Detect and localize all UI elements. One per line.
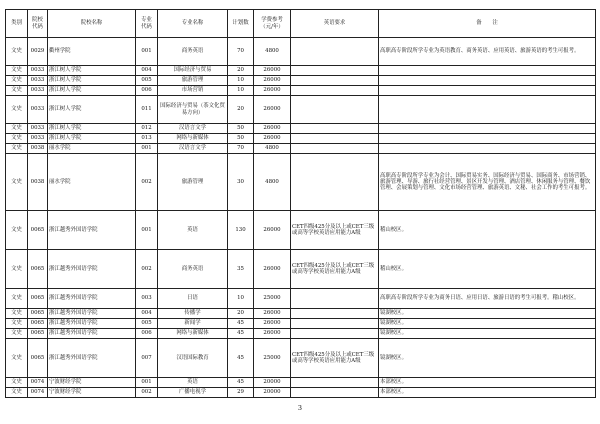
cell-major-code: 002 <box>136 388 158 398</box>
cell-notes <box>379 96 596 124</box>
cell-category: 文史 <box>6 96 28 124</box>
cell-notes: 本部校区。 <box>379 388 596 398</box>
cell-notes: 本部校区。 <box>379 378 596 388</box>
cell-school-name: 浙江越秀外国语学院 <box>48 309 136 319</box>
header-major-name: 专业名称 <box>158 10 228 38</box>
cell-fee: 26000 <box>254 329 291 339</box>
cell-plan: 45 <box>228 378 254 388</box>
cell-school-name: 浙江树人学院 <box>48 86 136 96</box>
cell-category: 文史 <box>6 388 28 398</box>
cell-notes <box>379 86 596 96</box>
table-row <box>6 319 596 329</box>
cell-category: 文史 <box>6 86 28 96</box>
table-row <box>6 329 596 339</box>
cell-fee: 20000 <box>254 378 291 388</box>
cell-school-code: 0033 <box>28 96 48 124</box>
cell-english-req: CET四级425分及以上或CET三级或高等学校英语应用能力A级 <box>291 339 379 378</box>
cell-notes: 稽山校区。 <box>379 211 596 250</box>
cell-plan: 70 <box>228 38 254 66</box>
cell-major-name: 国际经济与贸易 <box>158 66 228 76</box>
cell-major-name: 旅游管理 <box>158 76 228 86</box>
cell-major-name: 汉语国际教育 <box>158 339 228 378</box>
cell-plan: 45 <box>228 319 254 329</box>
table-row <box>6 339 596 378</box>
table-row <box>6 124 596 134</box>
cell-major-code: 005 <box>136 319 158 329</box>
header-school-name: 院校名称 <box>48 10 136 38</box>
cell-school-name: 宁波财经学院 <box>48 378 136 388</box>
header-school-code: 院校 代码 <box>28 10 48 38</box>
cell-school-name: 浙江越秀外国语学院 <box>48 329 136 339</box>
cell-school-code: 0065 <box>28 319 48 329</box>
cell-school-name: 浙江越秀外国语学院 <box>48 211 136 250</box>
cell-plan: 29 <box>228 388 254 398</box>
cell-major-code: 002 <box>136 250 158 289</box>
cell-major-code: 001 <box>136 38 158 66</box>
cell-major-code: 007 <box>136 339 158 378</box>
cell-school-code: 0065 <box>28 211 48 250</box>
cell-fee: 25000 <box>254 339 291 378</box>
cell-english-req <box>291 124 379 134</box>
cell-category: 文史 <box>6 211 28 250</box>
cell-major-name: 广播电视学 <box>158 388 228 398</box>
header-english-req: 英语要求 <box>291 10 379 38</box>
cell-fee: 26000 <box>254 96 291 124</box>
cell-plan: 50 <box>228 134 254 144</box>
cell-english-req <box>291 319 379 329</box>
cell-english-req <box>291 96 379 124</box>
cell-english-req: CET四级425分及以上或CET三级或高等学校英语应用能力A级 <box>291 250 379 289</box>
cell-english-req: CET四级425分及以上或CET三级或高等学校英语应用能力A级 <box>291 211 379 250</box>
cell-school-code: 0038 <box>28 154 48 211</box>
table-row <box>6 309 596 319</box>
cell-school-name: 浙江越秀外国语学院 <box>48 289 136 309</box>
cell-plan: 130 <box>228 211 254 250</box>
cell-english-req <box>291 38 379 66</box>
cell-major-code: 012 <box>136 124 158 134</box>
cell-school-code: 0033 <box>28 66 48 76</box>
cell-major-code: 006 <box>136 329 158 339</box>
cell-major-code: 013 <box>136 134 158 144</box>
cell-school-name: 浙江树人学院 <box>48 76 136 86</box>
cell-notes <box>379 76 596 86</box>
cell-school-name: 浙江树人学院 <box>48 96 136 124</box>
cell-fee: 26000 <box>254 250 291 289</box>
cell-category: 文史 <box>6 76 28 86</box>
header-category: 类别 <box>6 10 28 38</box>
table-row <box>6 211 596 250</box>
cell-major-name: 汉语言文学 <box>158 124 228 134</box>
cell-fee: 26000 <box>254 211 291 250</box>
page-number: 3 <box>297 404 303 412</box>
cell-school-code: 0033 <box>28 86 48 96</box>
cell-english-req <box>291 144 379 154</box>
cell-category: 文史 <box>6 124 28 134</box>
cell-english-req <box>291 329 379 339</box>
cell-fee: 4800 <box>254 38 291 66</box>
cell-english-req <box>291 76 379 86</box>
cell-school-name: 浙江树人学院 <box>48 134 136 144</box>
cell-school-code: 0033 <box>28 76 48 86</box>
cell-notes: 高职高专阶段所学专业为商务日语、应用日语、旅游日语的考生可报考。稽山校区。 <box>379 289 596 309</box>
header-row <box>6 10 596 38</box>
cell-category: 文史 <box>6 134 28 144</box>
cell-plan: 45 <box>228 339 254 378</box>
cell-plan: 20 <box>228 96 254 124</box>
cell-school-code: 0074 <box>28 388 48 398</box>
cell-notes: 高职高专阶段所学专业为会计、国际贸易实务、国际经济与贸易、国际商务、市场营销、旅游管理、导游、旅行社经营管理、景区开发与管理、酒店管理、休闲服务与管理、餐饮管理、会展策划与管理、文化市场经营管理、旅游英语、文秘、社会工作的考生可报考。 <box>379 154 596 211</box>
cell-notes: 镜湖校区。 <box>379 339 596 378</box>
cell-school-code: 0074 <box>28 378 48 388</box>
cell-major-code: 005 <box>136 76 158 86</box>
cell-school-code: 0033 <box>28 124 48 134</box>
cell-english-req <box>291 66 379 76</box>
cell-school-name: 宁波财经学院 <box>48 388 136 398</box>
cell-school-name: 浙江越秀外国语学院 <box>48 250 136 289</box>
cell-major-name: 传播学 <box>158 309 228 319</box>
cell-school-name: 浙江越秀外国语学院 <box>48 339 136 378</box>
cell-fee: 20000 <box>254 388 291 398</box>
cell-major-name: 汉语言文学 <box>158 144 228 154</box>
table-row <box>6 250 596 289</box>
table-row <box>6 38 596 66</box>
table-row <box>6 144 596 154</box>
cell-school-code: 0065 <box>28 339 48 378</box>
cell-plan: 30 <box>228 154 254 211</box>
cell-plan: 10 <box>228 76 254 86</box>
cell-major-code: 001 <box>136 211 158 250</box>
cell-major-code: 003 <box>136 289 158 309</box>
cell-school-code: 0033 <box>28 134 48 144</box>
cell-fee: 26000 <box>254 309 291 319</box>
cell-english-req <box>291 289 379 309</box>
cell-category: 文史 <box>6 329 28 339</box>
cell-fee: 25000 <box>254 289 291 309</box>
header-fee: 学费参考 （元/年） <box>254 10 291 38</box>
cell-major-name: 新闻学 <box>158 319 228 329</box>
cell-fee: 4800 <box>254 144 291 154</box>
cell-fee: 26000 <box>254 319 291 329</box>
cell-english-req <box>291 134 379 144</box>
cell-category: 文史 <box>6 339 28 378</box>
cell-category: 文史 <box>6 66 28 76</box>
cell-major-name: 网络与新媒体 <box>158 134 228 144</box>
header-notes: 备 注 <box>379 10 596 38</box>
cell-category: 文史 <box>6 250 28 289</box>
cell-major-code: 001 <box>136 144 158 154</box>
table-row <box>6 86 596 96</box>
cell-category: 文史 <box>6 309 28 319</box>
cell-school-name: 浙江树人学院 <box>48 124 136 134</box>
cell-notes <box>379 124 596 134</box>
cell-notes: 镜湖校区。 <box>379 319 596 329</box>
table-row <box>6 96 596 124</box>
cell-school-name: 丽水学院 <box>48 144 136 154</box>
cell-notes: 镜湖校区。 <box>379 309 596 319</box>
cell-school-name: 丽水学院 <box>48 154 136 211</box>
table-row <box>6 378 596 388</box>
cell-category: 文史 <box>6 289 28 309</box>
cell-school-code: 0065 <box>28 309 48 319</box>
table-row <box>6 154 596 211</box>
cell-major-code: 011 <box>136 96 158 124</box>
table-row <box>6 289 596 309</box>
cell-major-code: 002 <box>136 154 158 211</box>
cell-category: 文史 <box>6 319 28 329</box>
cell-major-name: 网络与新媒体 <box>158 329 228 339</box>
cell-notes <box>379 134 596 144</box>
cell-major-code: 001 <box>136 378 158 388</box>
cell-major-code: 006 <box>136 86 158 96</box>
cell-plan: 20 <box>228 309 254 319</box>
cell-plan: 70 <box>228 144 254 154</box>
cell-major-name: 英语 <box>158 211 228 250</box>
cell-english-req <box>291 309 379 319</box>
cell-school-code: 0038 <box>28 144 48 154</box>
cell-plan: 35 <box>228 250 254 289</box>
cell-category: 文史 <box>6 154 28 211</box>
cell-plan: 10 <box>228 86 254 96</box>
table-row <box>6 76 596 86</box>
cell-plan: 10 <box>228 289 254 309</box>
cell-school-code: 0065 <box>28 250 48 289</box>
cell-plan: 20 <box>228 66 254 76</box>
cell-major-code: 004 <box>136 66 158 76</box>
header-plan: 计划数 <box>228 10 254 38</box>
cell-school-code: 0029 <box>28 38 48 66</box>
cell-notes <box>379 66 596 76</box>
cell-major-code: 004 <box>136 309 158 319</box>
header-major-code: 专业 代码 <box>136 10 158 38</box>
cell-fee: 26000 <box>254 86 291 96</box>
cell-notes: 稽山校区。 <box>379 250 596 289</box>
cell-school-code: 0065 <box>28 329 48 339</box>
cell-fee: 26000 <box>254 134 291 144</box>
cell-major-name: 商务英语 <box>158 250 228 289</box>
cell-fee: 26000 <box>254 76 291 86</box>
cell-category: 文史 <box>6 378 28 388</box>
cell-school-name: 浙江树人学院 <box>48 66 136 76</box>
cell-category: 文史 <box>6 38 28 66</box>
cell-major-name: 旅游管理 <box>158 154 228 211</box>
cell-english-req <box>291 154 379 211</box>
cell-school-name: 浙江越秀外国语学院 <box>48 319 136 329</box>
cell-category: 文史 <box>6 144 28 154</box>
enrollment-table <box>5 9 596 398</box>
cell-fee: 26000 <box>254 124 291 134</box>
cell-major-name: 日语 <box>158 289 228 309</box>
cell-fee: 26000 <box>254 66 291 76</box>
cell-english-req <box>291 388 379 398</box>
table-row <box>6 388 596 398</box>
cell-major-name: 国际经济与贸易（茶文化贸易方向） <box>158 96 228 124</box>
cell-plan: 45 <box>228 329 254 339</box>
cell-notes: 高职高专阶段所学专业为英语教育、商务英语、应用英语、旅游英语的考生可报考。 <box>379 38 596 66</box>
cell-notes <box>379 144 596 154</box>
table-row <box>6 134 596 144</box>
cell-notes: 镜湖校区。 <box>379 329 596 339</box>
table-row <box>6 66 596 76</box>
cell-school-code: 0065 <box>28 289 48 309</box>
cell-plan: 50 <box>228 124 254 134</box>
cell-major-name: 商务英语 <box>158 38 228 66</box>
cell-school-name: 衢州学院 <box>48 38 136 66</box>
cell-english-req <box>291 378 379 388</box>
cell-major-name: 市场营销 <box>158 86 228 96</box>
cell-english-req <box>291 86 379 96</box>
cell-major-name: 英语 <box>158 378 228 388</box>
cell-fee: 4800 <box>254 154 291 211</box>
